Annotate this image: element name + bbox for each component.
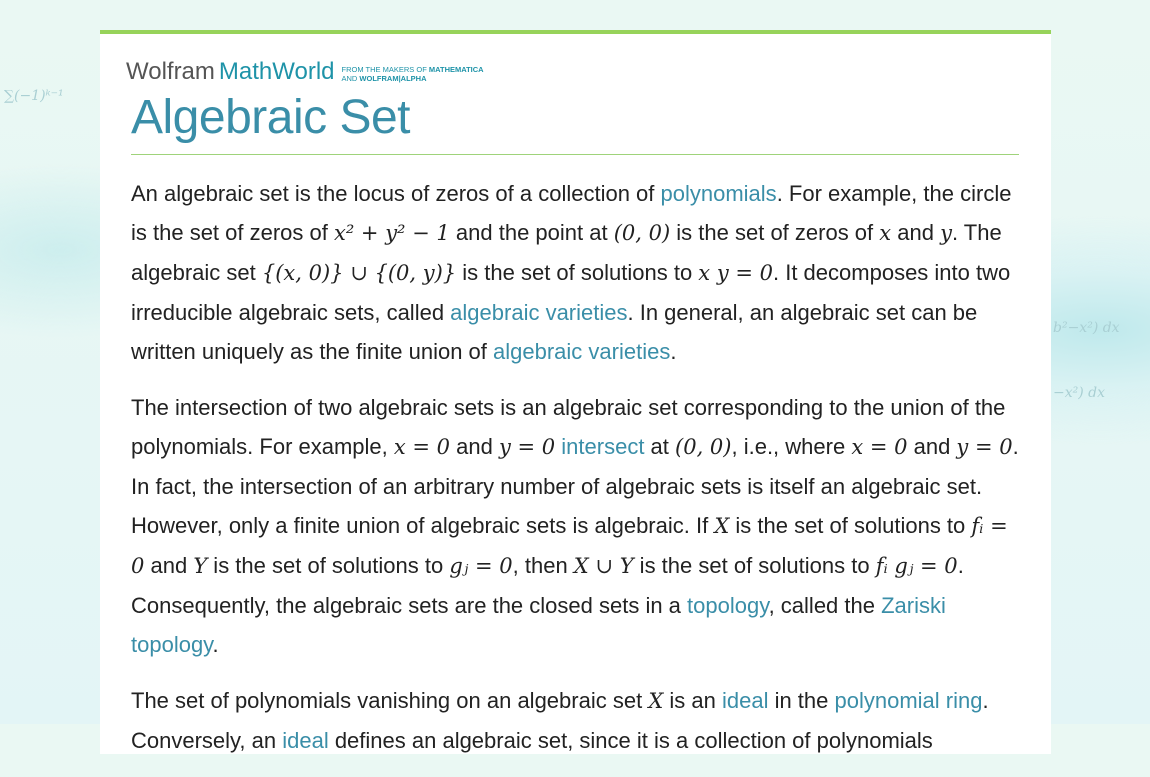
- math-expression: X ∪ Y: [573, 554, 634, 578]
- body-text: . In general, an algebraic set can be written uniquely as the finite union of: [131, 300, 978, 364]
- body-text: The intersection of two algebraic sets is an algebraic set corresponding to the union of the polynomials. For example,: [131, 395, 1006, 459]
- paragraph: [131, 681, 1021, 760]
- body-text: is the set of solutions to: [207, 553, 450, 578]
- body-text: . In fact, the intersection of an arbitrary number of algebraic sets is itself an algebraic set. However, only a finite union of algebraic sets is algebraic. If: [131, 434, 1019, 538]
- body-text: , i.e., where: [731, 434, 852, 459]
- title-divider: [131, 154, 1019, 155]
- math-expression: y = 0: [498, 435, 556, 459]
- page-title: Algebraic Set: [131, 91, 410, 144]
- paragraph: [131, 174, 1021, 371]
- body-text: . Consequently, the algebraic sets are the closed sets in a: [131, 553, 964, 618]
- body-text: .: [212, 632, 219, 657]
- body-text: at: [644, 434, 676, 459]
- math-expression: (0, 0): [613, 221, 671, 245]
- math-expression: Y: [193, 554, 208, 578]
- body-text: .: [670, 339, 677, 364]
- math-expression: x² + y² − 1: [333, 221, 450, 245]
- article-link[interactable]: intersect: [561, 434, 645, 459]
- math-expression: gⱼ = 0: [449, 554, 513, 578]
- body-text: . Conversely, an: [131, 688, 989, 753]
- math-expression: y: [940, 221, 952, 245]
- mathworld-logo[interactable]: [126, 58, 484, 86]
- article-link[interactable]: polynomials: [660, 181, 777, 206]
- logo-mathworld: MathWorld: [218, 58, 335, 85]
- background-formula: ∑(−1)ᵏ⁻¹: [4, 88, 64, 104]
- body-text: and the point at: [449, 220, 614, 245]
- article-link[interactable]: algebraic varieties: [450, 300, 628, 325]
- body-text: is the set of zeros of: [670, 220, 880, 245]
- logo-wolfram: Wolfram: [126, 58, 215, 85]
- body-text: in the: [768, 688, 835, 713]
- body-text: is the set of solutions to: [633, 553, 876, 578]
- article-link[interactable]: ideal: [282, 728, 329, 753]
- math-expression: fᵢ = 0: [131, 514, 1008, 578]
- background-formula: −x²) dx: [1053, 385, 1106, 401]
- body-text: defines an algebraic set, since it is a collection of polynomials: [328, 728, 933, 753]
- body-text: An algebraic set is the locus of zeros of a collection of: [131, 181, 661, 206]
- paragraph: [131, 388, 1021, 664]
- math-expression: X: [648, 689, 664, 713]
- tagline-wolframalpha: WOLFRAM|ALPHA: [359, 74, 427, 83]
- body-text: is the set of solutions to: [729, 513, 972, 538]
- math-expression: X: [714, 514, 730, 538]
- article-link[interactable]: ideal: [721, 688, 769, 713]
- body-text: , called the: [768, 593, 882, 618]
- article-link[interactable]: polynomial ring: [834, 688, 983, 713]
- body-text: . For example, the circle is the set of zeros of: [131, 181, 1012, 245]
- body-text: The set of polynomials vanishing on an algebraic set: [131, 688, 649, 713]
- tagline-text: FROM THE MAKERS OF: [341, 65, 429, 74]
- article-body: [131, 174, 1021, 777]
- body-text: is the set of solutions to: [456, 260, 699, 285]
- article-link[interactable]: Zariski topology: [131, 593, 946, 657]
- math-expression: y = 0: [956, 435, 1013, 459]
- math-expression: (0, 0): [675, 435, 732, 459]
- background-formula: b²−x²) dx: [1053, 320, 1120, 336]
- body-text: and: [891, 220, 941, 245]
- article-link[interactable]: algebraic varieties: [493, 339, 671, 364]
- math-expression: x: [879, 221, 892, 245]
- body-text: and: [450, 434, 499, 459]
- body-text: , then: [512, 553, 574, 578]
- article-link[interactable]: topology: [687, 593, 769, 618]
- body-text: and: [144, 553, 194, 578]
- math-expression: fᵢ gⱼ = 0: [875, 554, 958, 578]
- body-text: and: [907, 434, 957, 459]
- tagline-mathematica: MATHEMATICA: [428, 65, 484, 74]
- tagline-text: AND: [341, 74, 360, 83]
- math-expression: x = 0: [851, 435, 908, 459]
- article-card: [100, 30, 1051, 754]
- body-text: . The algebraic set: [131, 220, 1002, 285]
- math-expression: x = 0: [393, 435, 451, 459]
- math-expression: x y = 0: [698, 261, 773, 285]
- body-text: . It decomposes into two irreducible algebraic sets, called: [131, 260, 1011, 325]
- logo-tagline: [342, 65, 484, 83]
- math-expression: {(x, 0)} ∪ {(0, y)}: [261, 261, 457, 285]
- body-text: is an: [663, 688, 722, 713]
